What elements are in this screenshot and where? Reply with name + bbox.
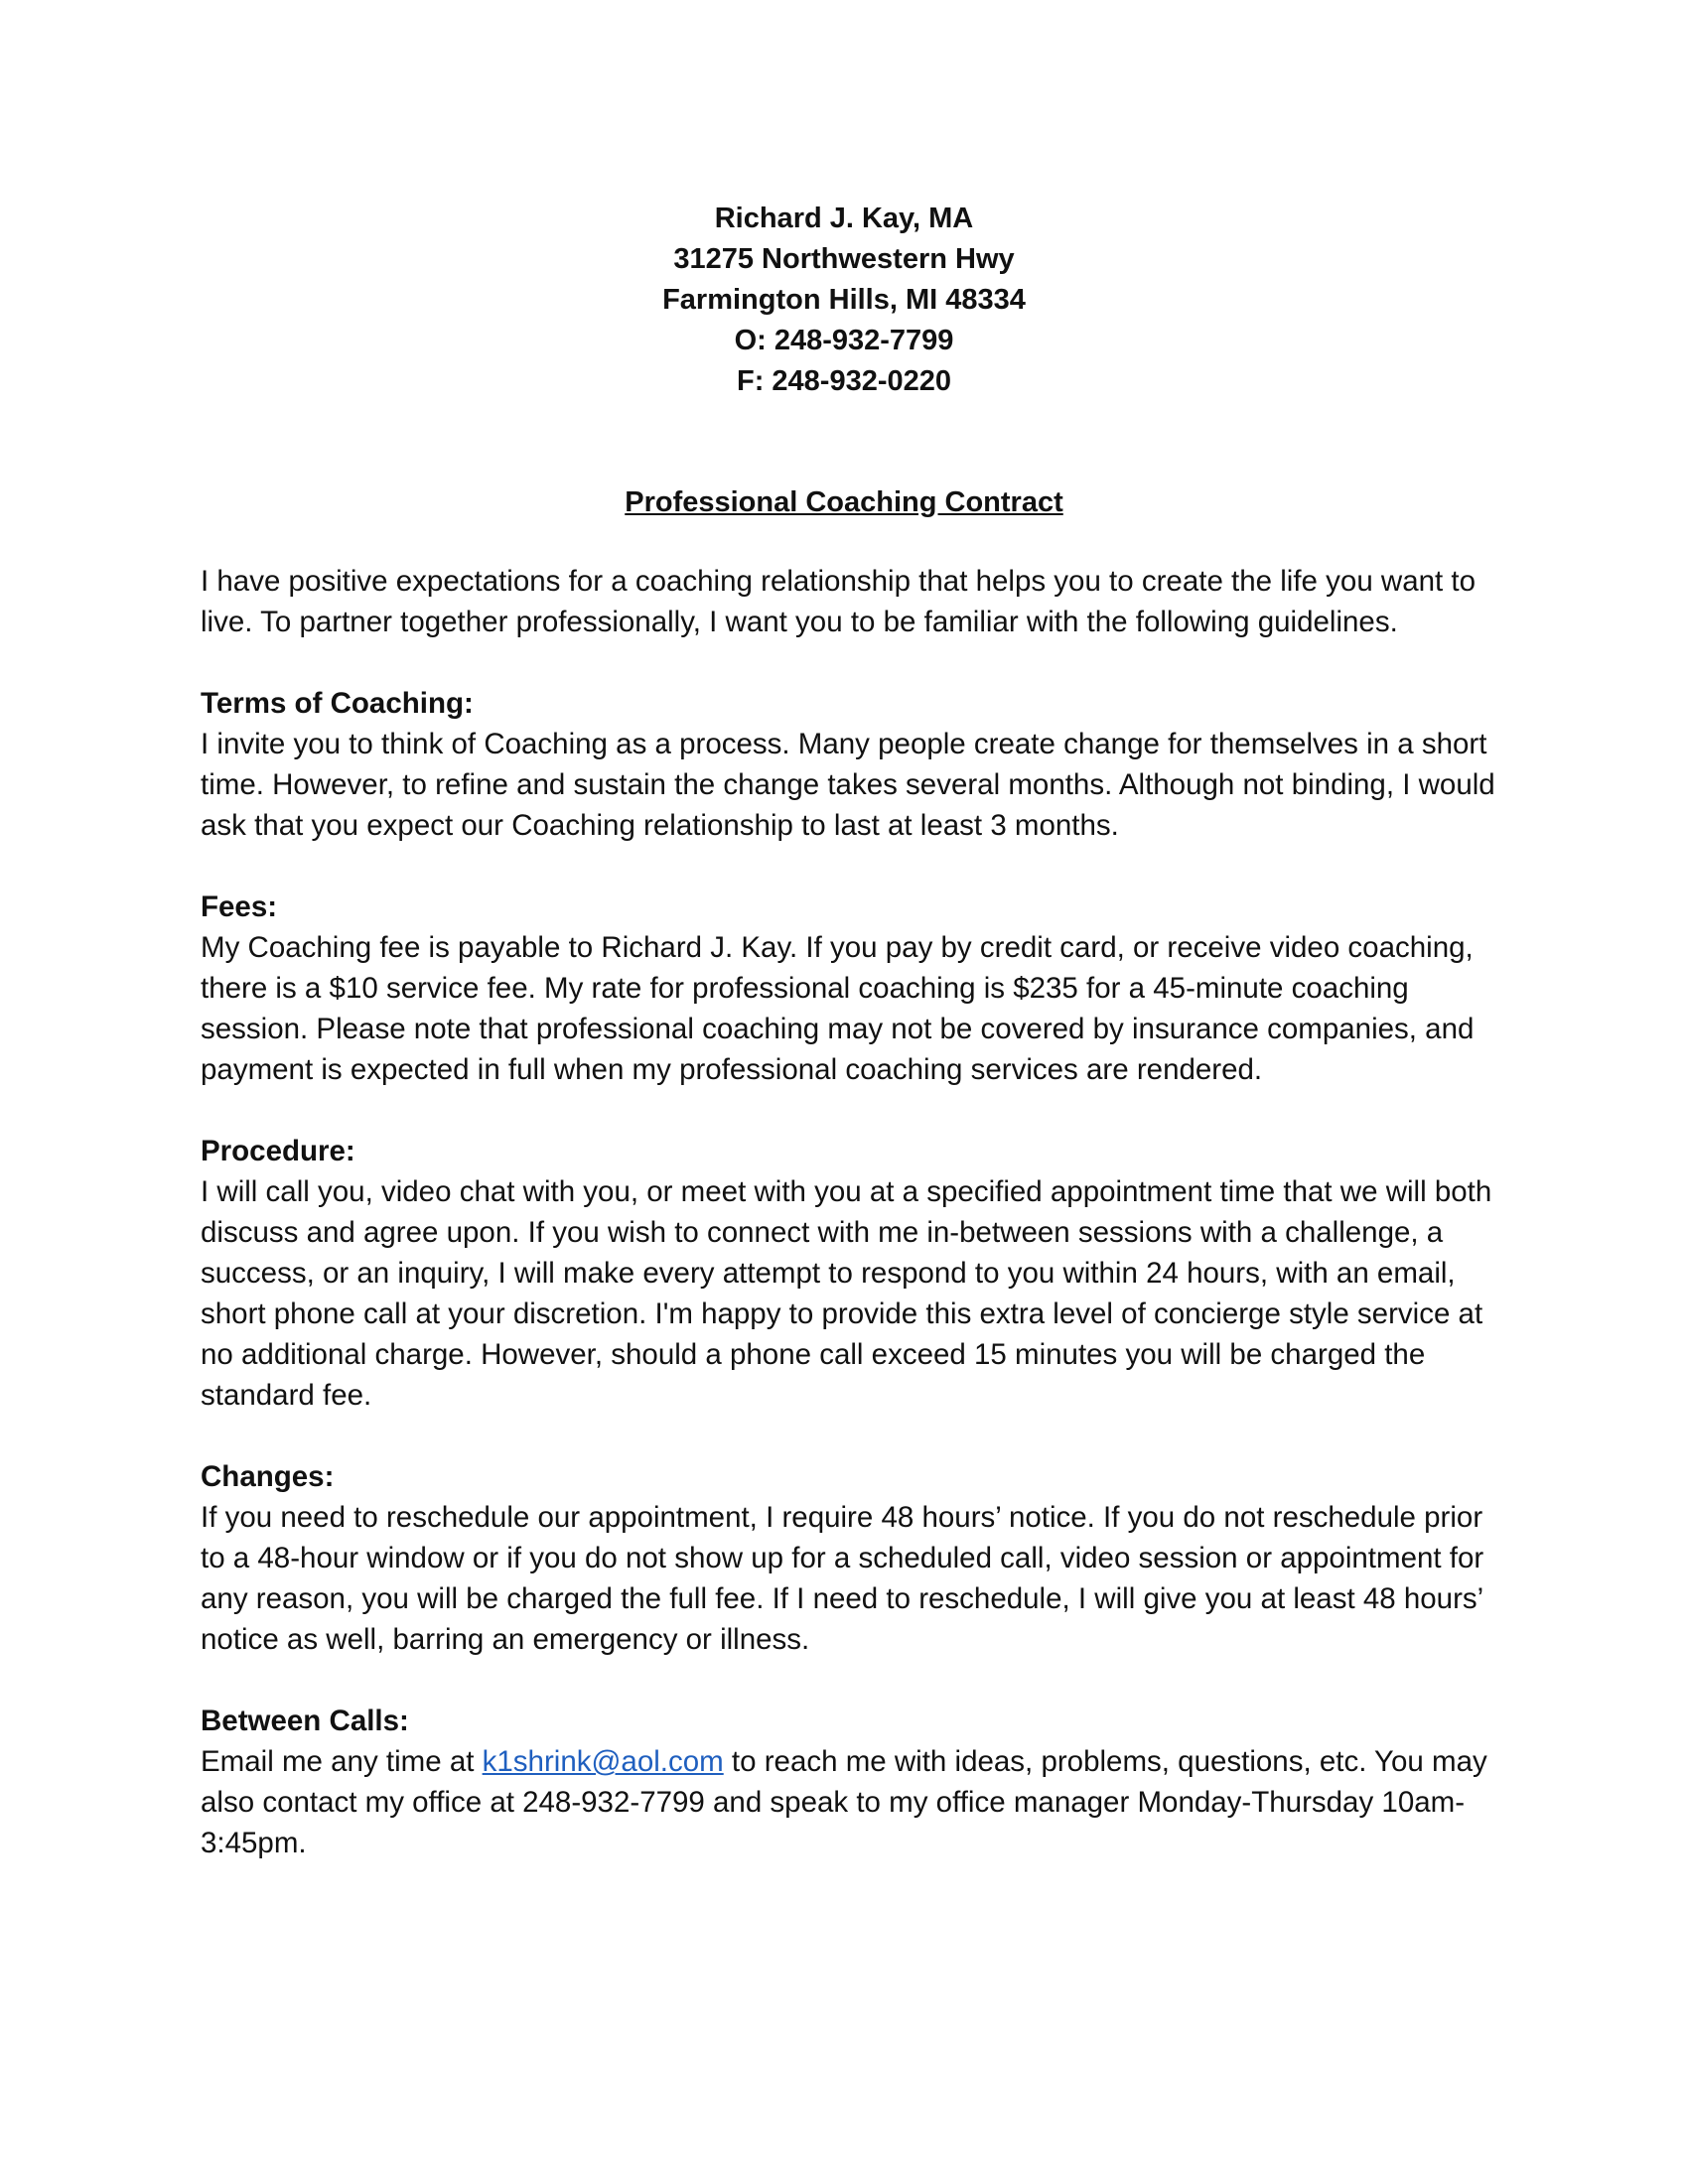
letterhead-city: Farmington Hills, MI 48334 — [662, 284, 1026, 316]
document-title: Professional Coaching Contract — [625, 486, 1063, 518]
section-text-procedure: I will call you, video chat with you, or meet with you at a specified appointment time that we will both discuss and agree upon. If you wish to connect with me in-between sessions with a challenge, a success, or an inquiry, I will make every attempt to respond to you within 24 hours, with an email, short phone call at your discretion. I'm happy to provide this extra level of concierge style service at no additional charge. However, should a phone call exceed 15 minutes you will be charged the standard fee. — [201, 1175, 1492, 1412]
letterhead-name: Richard J. Kay, MA — [714, 203, 974, 234]
section-terms — [201, 683, 1511, 846]
section-between-calls — [201, 1701, 1511, 1863]
intro-paragraph: I have positive expectations for a coaching relationship that helps you to create the life you want to live. To partner together professionally, I want you to be familiar with the following guidelines. — [201, 565, 1477, 638]
section-heading-changes: Changes: — [201, 1460, 335, 1493]
section-heading-procedure: Procedure: — [201, 1135, 355, 1167]
between-calls-text-after: to reach me with ideas, problems, questions, etc. You may also contact my office at 248-932-7799 and speak to my office manager Monday-Thursday 10am-3:45pm. — [201, 1745, 1487, 1859]
section-heading-fees: Fees: — [201, 890, 278, 923]
section-text-fees: My Coaching fee is payable to Richard J. Kay. If you pay by credit card, or receive video coaching, there is a $10 service fee. My rate for professional coaching is $235 for a 45-minute coaching session. Please note that professional coaching may not be covered by insurance companies, and payment is expected in full when my professional coaching services are rendered. — [201, 931, 1475, 1086]
section-heading-terms: Terms of Coaching: — [201, 687, 474, 720]
letterhead-street: 31275 Northwestern Hwy — [673, 243, 1015, 275]
section-text-between-calls — [201, 1741, 1511, 1863]
document-body — [201, 561, 1511, 1904]
section-procedure — [201, 1131, 1511, 1416]
between-calls-text-before: Email me any time at — [201, 1745, 483, 1778]
letterhead-fax: F: 248-932-0220 — [736, 365, 952, 397]
section-text-terms: I invite you to think of Coaching as a process. Many people create change for themselves in a short time. However, to refine and sustain the change takes several months. Although not binding, I would ask that you expect our Coaching relationship to last at least 3 months. — [201, 728, 1495, 842]
section-heading-between-calls: Between Calls: — [201, 1705, 409, 1737]
letterhead-office-phone: O: 248-932-7799 — [734, 325, 954, 356]
section-changes — [201, 1456, 1511, 1660]
section-fees — [201, 887, 1511, 1090]
section-text-changes: If you need to reschedule our appointment, I require 48 hours’ notice. If you do not reschedule prior to a 48-hour window or if you do not show up for a scheduled call, video session or appointment for any reason, you will be charged the full fee. If I need to reschedule, I will give you at least 48 hours’ notice as well, barring an emergency or illness. — [201, 1501, 1484, 1656]
email-link[interactable]: k1shrink@aol.com — [482, 1745, 724, 1778]
letterhead — [0, 199, 1688, 402]
